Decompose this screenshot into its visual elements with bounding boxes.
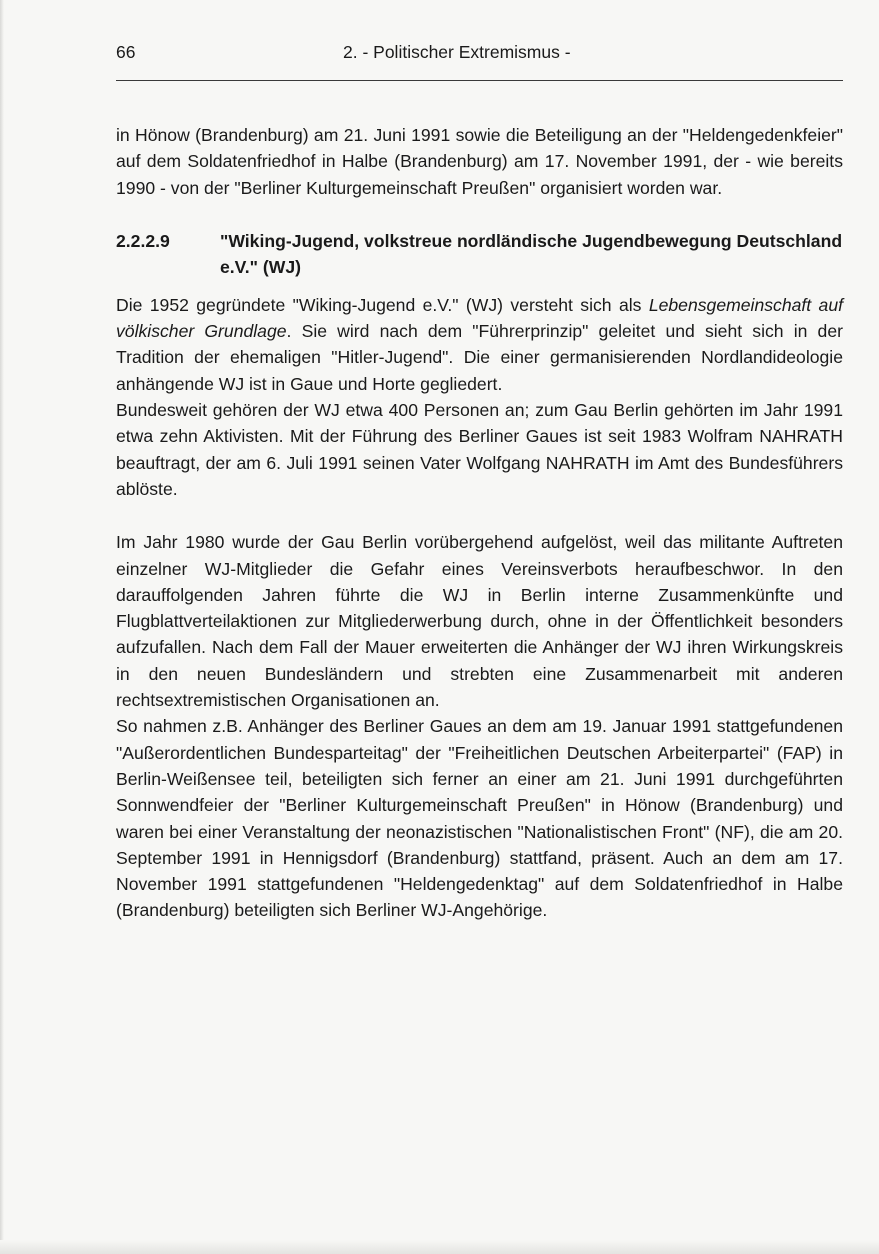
header-rule: [116, 80, 843, 81]
section-heading: [116, 228, 843, 280]
paragraph-wj-intro: [116, 292, 843, 397]
paragraph-wj-intro-end: . Sie wird nach dem "Führerprinzip" geleitet und sieht sich in der Tradition der ehemaligen "Hitler-Jugend". Die einer germanisierenden Nordlandideologie anhängende WJ ist in Gaue und Horte gegliedert.: [116, 321, 843, 394]
running-head: 2. - Politischer Extremismus -: [343, 42, 571, 62]
paragraph-wj-events: So nahmen z.B. Anhänger des Berliner Gaues an dem am 19. Januar 1991 stattgefundenen "Außerordentlichen Bundesparteitag" der "Freiheitlichen Deutschen Arbeiterpartei" (FAP) in Berlin-Weißensee teil, beteiligten sich ferner an einer am 21. Juni 1991 durchgeführten Sonnwendfeier der "Berliner Kulturgemeinschaft Preußen" in Hönow (Brandenburg) und waren bei einer Veranstaltung der neonazistischen "Nationalistischen Front" (NF), die am 20. September 1991 in Hennigsdorf (Brandenburg) stattfand, präsent. Auch an dem am 17. November 1991 stattgefundenen "Heldengedenktag" auf dem Soldatenfriedhof in Halbe (Brandenburg) beteiligten sich Berliner WJ-Angehörige.: [116, 716, 843, 921]
paragraph-continued: in Hönow (Brandenburg) am 21. Juni 1991 sowie die Beteiligung an der "Heldengedenkfeier" auf dem Soldatenfriedhof in Halbe (Brandenburg) am 17. November 1991, der - wie bereits 1990 - von der "Berliner Kulturgemeinschaft Preußen" organisiert worden war.: [116, 125, 843, 198]
paragraph-wj-members: Bundesweit gehören der WJ etwa 400 Personen an; zum Gau Berlin gehörten im Jahr 1991 etwa zehn Aktivisten. Mit der Führung des Berliner Gaues ist seit 1983 Wolfram NAHRATH beauftragt, der am 6. Juli 1991 seinen Vater Wolfgang NAHRATH im Amt des Bundesführers ablöste.: [116, 400, 843, 499]
section-title: "Wiking-Jugend, volkstreue nordländische Jugendbewegung Deutschland e.V." (WJ): [220, 230, 843, 277]
page-body: [116, 122, 843, 924]
page-left-edge: [0, 0, 4, 1254]
paragraph-wj-history: Im Jahr 1980 wurde der Gau Berlin vorübergehend aufgelöst, weil das militante Auftreten einzelner WJ-Mitglieder die Gefahr eines Vereinsverbots heraufbeschwor. In den darauffolgenden Jahren führte die WJ in Berlin interne Zusammenkünfte und Flugblattverteilaktionen zur Mitgliederwerbung durch, ohne in der Öffentlichkeit besonders aufzufallen. Nach dem Fall der Mauer erweiterten die Anhänger der WJ ihren Wirkungskreis in den neuen Bundesländern und strebten eine Zusammenarbeit mit anderen rechtsextremistischen Organisationen an.: [116, 532, 843, 711]
page-number: 66: [116, 42, 136, 62]
page-bottom-edge: [0, 1240, 879, 1254]
page-header: [116, 40, 843, 80]
section-number: 2.2.2.9: [116, 230, 170, 251]
paragraph-wj-intro-start: Die 1952 gegründete "Wiking-Jugend e.V." (WJ) versteht sich als: [116, 294, 649, 315]
paragraph-wj-intro-italic: Lebensgemeinschaft auf völkischer Grundlage: [116, 294, 843, 342]
